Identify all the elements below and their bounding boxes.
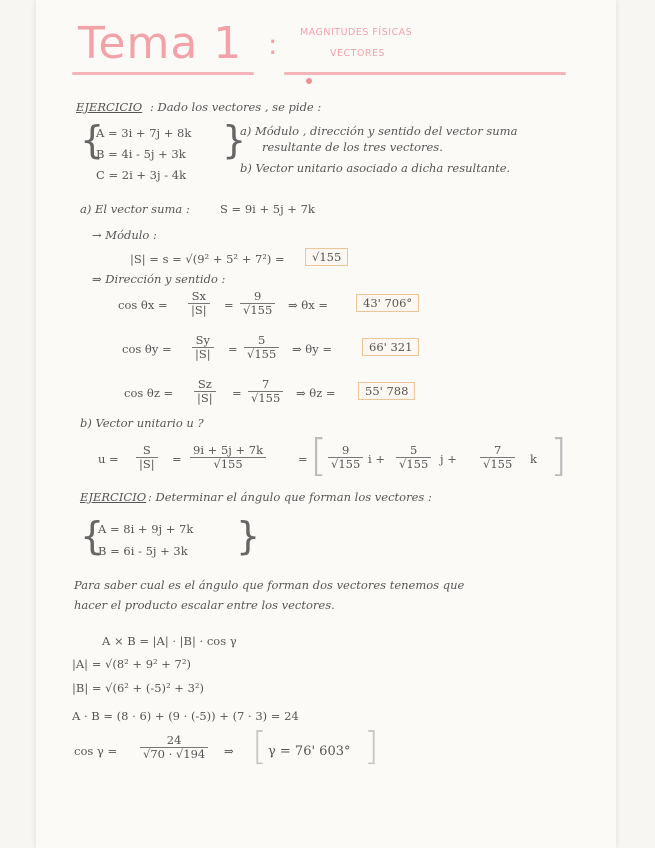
ex2-eq3: |B| = √(6² + (-5)² + 3²) — [72, 681, 204, 695]
unit-term2-frac — [396, 444, 431, 470]
unit-term3-vec: k — [530, 452, 537, 466]
ex1-a-intro: a) El vector suma : — [80, 202, 190, 216]
ex2-eq2: |A| = √(8² + 9² + 7²) — [72, 657, 191, 671]
ex2-cos-lhs: cos γ = — [74, 744, 118, 758]
unit-left-bracket: [ — [310, 430, 328, 481]
cos-z-frac1 — [194, 378, 216, 404]
ex1-task-b: b) Vector unitario asociado a dicha resultante. — [240, 161, 511, 175]
unit-eq1: = — [172, 452, 182, 466]
ex2-cos-result: γ = 76' 603° — [268, 744, 351, 759]
ex1-direction-label: ⇒ Dirección y sentido : — [92, 272, 226, 286]
unit-den2: √155 — [213, 456, 243, 471]
unit-term1-den: √155 — [331, 456, 361, 471]
cos-x-frac1 — [188, 290, 210, 316]
title-underline-right — [284, 72, 566, 75]
ex2-result-left-bracket: [ — [252, 724, 267, 768]
ex2-cos-frac — [140, 734, 208, 760]
ex1-task-a-line1: a) Módulo , dirección y sentido del vector suma — [240, 124, 518, 138]
unit-term1-frac — [328, 444, 363, 470]
cos-y-frac1 — [192, 334, 214, 360]
title-colon: : — [268, 28, 278, 61]
unit-term1-num: 9 — [328, 444, 363, 458]
ex2-eq1: A × B = |A| · |B| · cos γ — [102, 634, 237, 648]
ex1-left-brace: { — [80, 118, 105, 162]
cos-y-result: 66' 321 — [362, 338, 419, 356]
cos-z-arrow: ⇒ θz = — [296, 386, 336, 400]
unit-num: S — [136, 444, 158, 458]
ex2-result-right-bracket: ] — [364, 724, 379, 768]
unit-den: |S| — [139, 456, 155, 471]
unit-frac2 — [190, 444, 266, 470]
ex1-vector-c: C = 2i + 3j - 4k — [96, 168, 187, 182]
cos-x-num2: 9 — [240, 290, 275, 304]
cos-z-den2: √155 — [251, 390, 281, 405]
title-dot — [306, 78, 312, 84]
cos-x-result: 43' 706° — [356, 294, 419, 312]
ex2-cos-den: √70 · √194 — [143, 746, 206, 761]
ex2-label: EJERCICIO — [80, 490, 147, 504]
title-underline-left — [72, 72, 254, 75]
unit-term3-den: √155 — [483, 456, 513, 471]
cos-x-den: |S| — [191, 302, 207, 317]
cos-x-den2: √155 — [243, 302, 273, 317]
cos-y-num: Sy — [192, 334, 214, 348]
subtitle-bottom: VECTORES — [330, 48, 386, 59]
cos-z-result: 55' 788 — [358, 382, 415, 400]
cos-z-num2: 7 — [248, 378, 283, 392]
cos-z-num: Sz — [194, 378, 216, 392]
cos-y-frac2 — [244, 334, 279, 360]
subtitle-top: MAGNITUDES FÍSICAS — [300, 27, 413, 38]
cos-x-arrow: ⇒ θx = — [288, 298, 328, 312]
cos-z-den: |S| — [197, 390, 213, 405]
cos-y-num2: 5 — [244, 334, 279, 348]
unit-term2-num: 5 — [396, 444, 431, 458]
ex2-cos-arrow: ⇒ — [224, 744, 234, 758]
cos-x-lhs: cos θx = — [118, 298, 168, 312]
ex2-right-brace: } — [236, 514, 261, 558]
cos-x-eq: = — [224, 298, 234, 312]
cos-y-lhs: cos θy = — [122, 342, 172, 356]
unit-term3-num: 7 — [480, 444, 515, 458]
unit-num2: 9i + 5j + 7k — [190, 444, 266, 458]
cos-x-frac2 — [240, 290, 275, 316]
unit-frac1 — [136, 444, 158, 470]
ex2-vector-b: B = 6i - 5j + 3k — [98, 544, 188, 558]
cos-y-eq: = — [228, 342, 238, 356]
ex1-modulo-result: √155 — [305, 248, 348, 266]
ex2-eq4: A · B = (8 · 6) + (9 · (-5)) + (7 · 3) = 24 — [72, 709, 299, 723]
unit-right-bracket: ] — [550, 430, 568, 481]
unit-eq2: = — [298, 452, 308, 466]
ex1-vector-b: B = 4i - 5j + 3k — [96, 147, 186, 161]
unit-term2-vec: j + — [440, 452, 457, 466]
ex2-vector-a: A = 8i + 9j + 7k — [98, 522, 194, 536]
ex1-task-a-line2: resultante de los tres vectores. — [262, 140, 443, 154]
unit-term1-vec: i + — [368, 452, 385, 466]
ex1-sum-vector: S = 9i + 5j + 7k — [220, 202, 315, 216]
ex2-text-line1: Para saber cual es el ángulo que forman dos vectores tenemos que — [74, 578, 465, 592]
ex2-cos-num: 24 — [140, 734, 208, 748]
unit-lhs: u = — [98, 452, 119, 466]
cos-y-den2: √155 — [247, 346, 277, 361]
ex1-modulo-label: → Módulo : — [92, 228, 157, 242]
cos-y-den: |S| — [195, 346, 211, 361]
ex1-intro: : Dado los vectores , se pide : — [150, 100, 322, 114]
ex2-left-brace: { — [80, 514, 105, 558]
cos-x-num: Sx — [188, 290, 210, 304]
cos-z-lhs: cos θz = — [124, 386, 174, 400]
cos-z-frac2 — [248, 378, 283, 404]
ex1-vector-a: A = 3i + 7j + 8k — [96, 126, 192, 140]
ex1-right-brace: } — [222, 118, 247, 162]
ex2-text-line2: hacer el producto escalar entre los vectores. — [74, 598, 335, 612]
page-title: Tema 1 — [78, 18, 243, 69]
ex1-modulo-expr: |S| = s = √(9² + 5² + 7²) = — [130, 252, 285, 266]
ex1-b-intro: b) Vector unitario u ? — [80, 416, 204, 430]
ex1-label: EJERCICIO — [76, 100, 143, 114]
ex2-intro: : Determinar el ángulo que forman los vectores : — [148, 490, 432, 504]
unit-term3-frac — [480, 444, 515, 470]
unit-term2-den: √155 — [399, 456, 429, 471]
cos-z-eq: = — [232, 386, 242, 400]
cos-y-arrow: ⇒ θy = — [292, 342, 333, 356]
